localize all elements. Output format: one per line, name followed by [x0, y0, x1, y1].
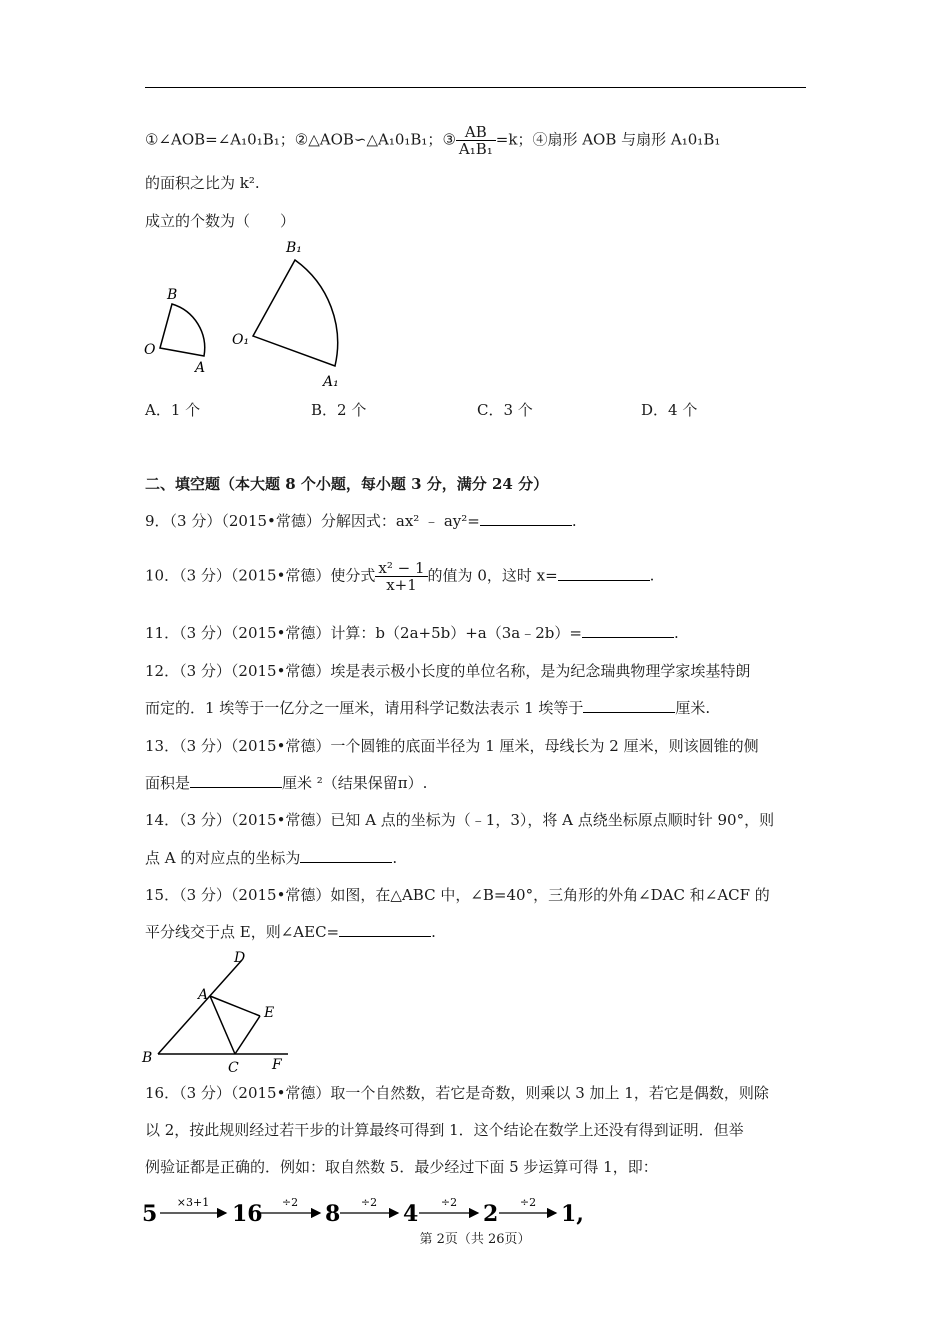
q12-answer-blank[interactable]: [583, 698, 675, 713]
q13-answer-blank[interactable]: [190, 773, 282, 788]
label-B: B: [167, 287, 178, 303]
q8-fraction: [456, 124, 496, 157]
q12-line2: [145, 698, 710, 718]
q16-line2: 以 2，按此规则经过若干步的计算最终可得到 1．这个结论在数学上还没有得到证明．但举: [145, 1121, 744, 1139]
q8-line3: 成立的个数为（ ）: [145, 212, 296, 230]
chain-number-3: 8: [325, 1201, 341, 1227]
chain-number-4: 4: [403, 1201, 419, 1227]
q14-line2-pre: 点 A 的对应点的坐标为: [145, 849, 301, 867]
q8-s3: ③: [442, 130, 456, 149]
label-A: A: [198, 987, 209, 1003]
q8-s1: ①∠AOB=∠A₁0₁B₁；: [145, 130, 295, 149]
triangle-figure: [140, 948, 300, 1078]
q10-post: 的值为 0，这时 x=: [427, 566, 558, 585]
option-c[interactable]: C．3 个: [477, 401, 533, 419]
label-B1: B₁: [286, 240, 302, 256]
label-F: F: [272, 1057, 282, 1073]
chain-number-2: 16: [232, 1201, 263, 1227]
q13-line2-pre: 面积是: [145, 774, 191, 792]
q11-end: .: [673, 624, 679, 642]
q16-line1: 16．（3 分）（2015•常德）取一个自然数，若它是奇数，则乘以 3 加上 1，若它是偶数，则除: [145, 1084, 769, 1102]
chain-op-3: ÷2: [360, 1196, 378, 1209]
q10-fraction-num: x² − 1: [375, 560, 427, 577]
q11-answer-blank[interactable]: [582, 623, 674, 638]
chain-op-1: ×3+1: [176, 1196, 210, 1209]
chain-number-1: 5: [142, 1201, 158, 1227]
label-E: E: [264, 1005, 275, 1021]
option-a[interactable]: A．1 个: [145, 401, 201, 419]
page-footer: 第 2页（共 26页）: [419, 1232, 531, 1247]
chain-op-4: ÷2: [440, 1196, 458, 1209]
option-b[interactable]: B．2 个: [311, 401, 367, 419]
operation-chain: [140, 1192, 590, 1228]
line-CE: [235, 1016, 260, 1054]
sector-figure: [140, 236, 350, 392]
q12-line1: 12．（3 分）（2015•常德）埃是表示极小长度的单位名称，是为纪念瑞典物理学家埃基特朗: [145, 662, 751, 680]
q15-line2-end: .: [431, 923, 436, 941]
label-A1: A₁: [323, 374, 339, 390]
q16-line3: 例验证都是正确的．例如：取自然数 5．最少经过下面 5 步运算可得 1，即：: [145, 1158, 658, 1176]
q14-answer-blank[interactable]: [300, 848, 392, 863]
chain-number-6: 1,: [561, 1201, 584, 1227]
q15-answer-blank[interactable]: [339, 922, 431, 937]
q14-line2: [145, 848, 397, 868]
chain-op-2: ÷2: [281, 1196, 299, 1209]
q9: [145, 511, 577, 531]
q8-fraction-num: AB: [456, 124, 496, 141]
q8-s4: ④扇形 AOB 与扇形 A₁0₁B₁: [532, 130, 721, 149]
label-C: C: [228, 1060, 239, 1076]
q10-fraction: [375, 560, 427, 593]
q12-line2-text: 而定的．1 埃等于一亿分之一厘米，请用科学记数法表示 1 埃等于: [145, 699, 584, 717]
header-rule: [145, 87, 806, 88]
q8-fraction-den: A₁B₁: [458, 140, 493, 158]
q10: [145, 560, 654, 593]
q15-line1: 15．（3 分）（2015•常德）如图，在△ABC 中，∠B=40°，三角形的外角∠DAC 和∠ACF 的: [145, 886, 770, 904]
q9-answer-blank[interactable]: [480, 511, 572, 526]
large-sector-shape: [253, 260, 338, 366]
label-O: O: [144, 342, 156, 358]
q8-line2: 的面积之比为 k².: [145, 174, 260, 192]
q8-s3-tail: =k；: [495, 130, 533, 149]
q11-text: 11．（3 分）（2015•常德）计算：b（2a+5b）+a（3a﹣2b）=: [145, 624, 582, 642]
q14-line1: 14．（3 分）（2015•常德）已知 A 点的坐标为（﹣1，3），将 A 点绕坐标原点顺时针 90°，则: [145, 811, 775, 829]
q11: [145, 623, 679, 643]
label-B: B: [142, 1050, 153, 1066]
q15-line2-pre: 平分线交于点 E，则∠AEC=: [145, 923, 340, 941]
q13-line1: 13．（3 分）（2015•常德）一个圆锥的底面半径为 1 厘米，母线长为 2 厘米，则该圆锥的侧: [145, 737, 759, 755]
q10-fraction-den: x+1: [386, 576, 417, 594]
label-A: A: [195, 360, 206, 376]
small-sector: [144, 287, 205, 376]
small-sector-shape: [160, 304, 205, 356]
chain-op-5: ÷2: [519, 1196, 537, 1209]
option-d[interactable]: D．4 个: [641, 401, 698, 419]
label-O1: O₁: [232, 332, 250, 348]
q9-text: 9．（3 分）（2015•常德）分解因式：ax² ﹣ ay²=: [145, 512, 480, 530]
large-sector: [232, 240, 339, 390]
section-title: 二、填空题（本大题 8 个小题，每小题 3 分，满分 24 分）: [145, 475, 549, 493]
q8-statements: [145, 124, 720, 157]
q10-answer-blank[interactable]: [558, 566, 650, 581]
q9-end: .: [571, 512, 577, 530]
q14-line2-end: .: [392, 849, 398, 867]
chain-number-5: 2: [483, 1201, 499, 1227]
label-D: D: [234, 950, 246, 966]
q13-line2-end: 厘米 ²（结果保留π）.: [282, 774, 428, 792]
q13-line2: [145, 773, 427, 793]
q8-s2: ②△AOB∽△A₁0₁B₁；: [294, 130, 443, 149]
q10-end: .: [649, 566, 655, 585]
q12-line2-end: 厘米.: [675, 699, 711, 717]
q15-line2: [145, 922, 436, 942]
q10-pre: 10．（3 分）（2015•常德）使分式: [145, 566, 376, 585]
